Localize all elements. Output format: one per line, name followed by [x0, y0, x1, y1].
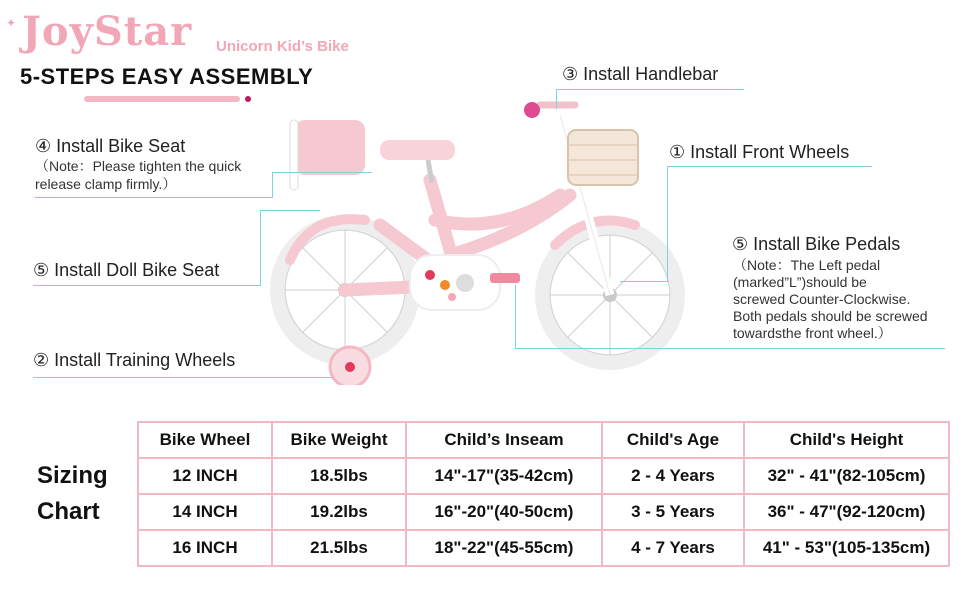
title-dot: [245, 96, 251, 102]
table-cell: 16"-20"(40-50cm): [406, 494, 602, 530]
leader-line-bike-seat-h2: [272, 172, 372, 173]
step-install-doll-seat: ⑤ Install Doll Bike Seat: [33, 260, 220, 280]
sizing-chart-label: [37, 458, 108, 530]
table-cell: 14 INCH: [138, 494, 272, 530]
leader-line-pedals-v: [515, 285, 516, 349]
leader-line-bike-seat: [35, 197, 273, 198]
table-cell: 12 INCH: [138, 458, 272, 494]
leader-line-front-wheels: [667, 166, 872, 167]
table-cell: 41" - 53"(105-135cm): [744, 530, 949, 566]
title-underline: [84, 96, 240, 102]
logo: [6, 14, 16, 32]
leader-line-doll-seat-h2: [260, 210, 320, 211]
table-row: [138, 458, 949, 494]
page-title: 5-STEPS EASY ASSEMBLY: [20, 64, 314, 89]
pedals-note-1: （Note：The Left pedal: [733, 257, 881, 273]
bike-seat-note-2: release clamp firmly.）: [35, 176, 177, 192]
sizing-label-line-2: Chart: [37, 498, 100, 525]
leader-line-handlebar-v: [556, 89, 557, 109]
sizing-table: [137, 421, 950, 567]
column-header: Bike Weight: [272, 422, 406, 458]
table-cell: 3 - 5 Years: [602, 494, 744, 530]
table-cell: 14"-17"(35-42cm): [406, 458, 602, 494]
step-install-handlebar: ③ Install Handlebar: [562, 64, 719, 84]
column-header: Bike Wheel: [138, 422, 272, 458]
table-cell: 4 - 7 Years: [602, 530, 744, 566]
column-header: Child’s Inseam: [406, 422, 602, 458]
table-cell: 21.5lbs: [272, 530, 406, 566]
leader-line-handlebar: [556, 89, 744, 90]
leader-line-training-wheels: [33, 377, 333, 378]
leader-line-bike-seat-v: [272, 172, 273, 198]
leader-line-pedals: [515, 348, 945, 349]
pedals-note-3: screwed Counter-Clockwise.: [733, 291, 911, 307]
leader-line-doll-seat: [33, 285, 261, 286]
table-cell: 16 INCH: [138, 530, 272, 566]
table-cell: 2 - 4 Years: [602, 458, 744, 494]
table-row: [138, 530, 949, 566]
sizing-label-line-1: Sizing: [37, 462, 108, 489]
step-install-front-wheels: ① Install Front Wheels: [669, 142, 850, 162]
pedals-note-4: Both pedals should be screwed: [733, 308, 928, 324]
column-header: Child's Age: [602, 422, 744, 458]
column-header: Child's Height: [744, 422, 949, 458]
brand-logo: JoyStar: [22, 8, 193, 55]
table-cell: 18.5lbs: [272, 458, 406, 494]
step-install-bike-pedals: ⑤ Install Bike Pedals: [732, 234, 901, 254]
step-install-training-wheels: ② Install Training Wheels: [33, 350, 236, 370]
step-install-bike-seat: ④ Install Bike Seat: [35, 136, 186, 156]
pedals-note-2: (marked”L”)should be: [733, 274, 867, 290]
table-row: [138, 494, 949, 530]
leader-line-doll-seat-v: [260, 210, 261, 286]
table-cell: 18"-22"(45-55cm): [406, 530, 602, 566]
leader-line-front-wheels-h2: [620, 281, 668, 282]
table-header-row: [138, 422, 949, 458]
pedals-note-5: towardsthe front wheel.）: [733, 325, 892, 341]
leader-line-front-wheels-v: [667, 166, 668, 281]
table-cell: 32" - 41"(82-105cm): [744, 458, 949, 494]
bike-seat-note-1: （Note：Please tighten the quick: [35, 158, 242, 174]
table-cell: 36" - 47"(92-120cm): [744, 494, 949, 530]
brand-tagline: Unicorn Kid’s Bike: [216, 38, 349, 55]
table-cell: 19.2lbs: [272, 494, 406, 530]
bike-illustration: [270, 85, 700, 385]
sparkle-icon: ✦: [6, 16, 17, 30]
